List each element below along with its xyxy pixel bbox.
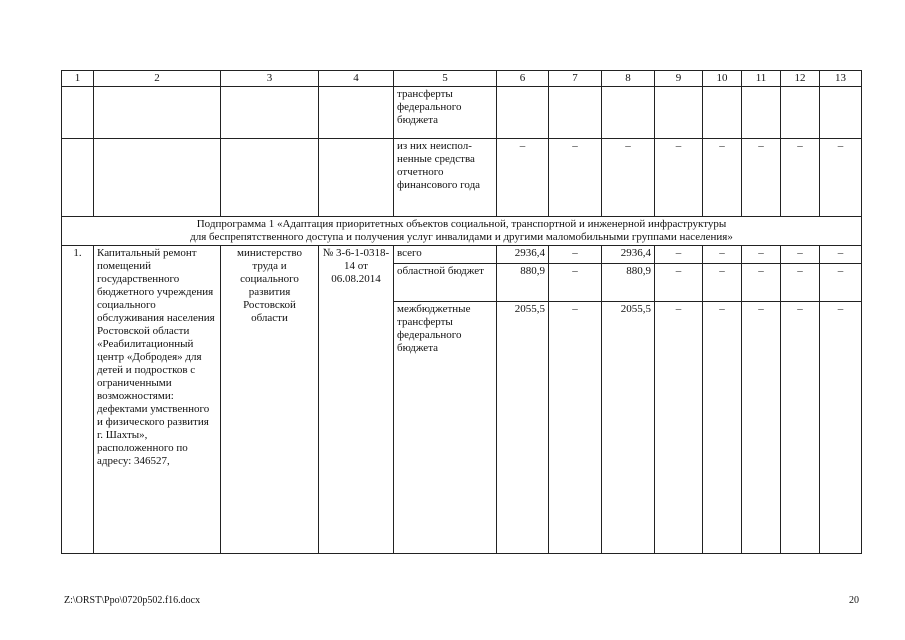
header-cell: 4 — [319, 71, 394, 87]
empty-cell — [602, 87, 655, 139]
value-cell: – — [781, 246, 820, 264]
value-cell: – — [703, 246, 742, 264]
header-cell: 9 — [655, 71, 703, 87]
funding-source-label: областной бюджет — [394, 264, 497, 302]
value-cell: – — [742, 139, 781, 217]
header-cell: 12 — [781, 71, 820, 87]
table-row — [62, 87, 862, 139]
item-document: № 3-6-1-0318-14 от 06.08.2014 — [319, 246, 394, 554]
value-cell: – — [781, 139, 820, 217]
value-cell: – — [655, 302, 703, 554]
empty-cell — [781, 87, 820, 139]
subprogram-title-line: для беспрепятственного доступа и получения услуг инвалидами и другими маломобильными группами населения» — [190, 231, 733, 243]
item-executor: министерство труда и социального развития Ростовской области — [221, 246, 319, 554]
value-cell: – — [742, 246, 781, 264]
funding-source-label: из них неиспол-ненные средства отчетного финансового года — [394, 139, 497, 217]
value-cell: 880,9 — [497, 264, 549, 302]
subprogram-title — [62, 217, 862, 246]
value-cell: – — [742, 302, 781, 554]
empty-cell — [319, 87, 394, 139]
value-cell: – — [781, 302, 820, 554]
empty-cell — [62, 87, 94, 139]
header-cell: 2 — [94, 71, 221, 87]
value-cell: 880,9 — [602, 264, 655, 302]
empty-cell — [820, 87, 862, 139]
program-table — [61, 70, 862, 554]
footer-page-number: 20 — [849, 595, 859, 606]
empty-cell — [62, 139, 94, 217]
table-row — [62, 246, 862, 264]
value-cell: – — [655, 246, 703, 264]
value-cell: – — [742, 264, 781, 302]
empty-cell — [94, 87, 221, 139]
empty-cell — [655, 87, 703, 139]
value-cell: – — [549, 139, 602, 217]
value-cell: 2936,4 — [602, 246, 655, 264]
value-cell: – — [549, 246, 602, 264]
empty-cell — [221, 139, 319, 217]
value-cell: – — [655, 264, 703, 302]
header-cell: 13 — [820, 71, 862, 87]
value-cell: – — [549, 264, 602, 302]
header-cell: 11 — [742, 71, 781, 87]
header-cell: 8 — [602, 71, 655, 87]
item-description: Капитальный ремонт помещений государственного бюджетного учреждения социального обслуживания населения Ростовской области «Реабилитационный центр «Добродея» для детей и подростков с ограниченными возможностями: дефектами умственного и физического развития г. Шахты», расположенного по адресу: 346527, — [94, 246, 221, 554]
item-number: 1. — [62, 246, 94, 554]
value-cell: – — [655, 139, 703, 217]
funding-source-label: трансферты федерального бюджета — [394, 87, 497, 139]
header-cell: 3 — [221, 71, 319, 87]
value-cell: 2055,5 — [602, 302, 655, 554]
footer-file-path: Z:\ORST\Ppo\0720p502.f16.docx — [64, 595, 201, 606]
empty-cell — [742, 87, 781, 139]
value-cell: – — [781, 264, 820, 302]
section-row — [62, 217, 862, 246]
value-cell: – — [703, 139, 742, 217]
value-cell: – — [820, 302, 862, 554]
value-cell: – — [703, 302, 742, 554]
value-cell: – — [549, 302, 602, 554]
empty-cell — [549, 87, 602, 139]
empty-cell — [221, 87, 319, 139]
header-cell: 7 — [549, 71, 602, 87]
empty-cell — [319, 139, 394, 217]
value-cell: – — [820, 264, 862, 302]
header-cell: 1 — [62, 71, 94, 87]
empty-cell — [497, 87, 549, 139]
funding-source-label: всего — [394, 246, 497, 264]
value-cell: – — [703, 264, 742, 302]
value-cell: – — [497, 139, 549, 217]
value-cell: – — [602, 139, 655, 217]
value-cell: 2055,5 — [497, 302, 549, 554]
value-cell: – — [820, 139, 862, 217]
empty-cell — [703, 87, 742, 139]
header-cell: 6 — [497, 71, 549, 87]
header-row — [62, 71, 862, 87]
value-cell: 2936,4 — [497, 246, 549, 264]
subprogram-title-line: Подпрограмма 1 «Адаптация приоритетных объектов социальной, транспортной и инженерной инфраструктуры — [196, 218, 727, 230]
funding-source-label: межбюджетные трансферты федерального бюджета — [394, 302, 497, 554]
value-cell: – — [820, 246, 862, 264]
header-cell: 10 — [703, 71, 742, 87]
table-row — [62, 139, 862, 217]
header-cell: 5 — [394, 71, 497, 87]
empty-cell — [94, 139, 221, 217]
